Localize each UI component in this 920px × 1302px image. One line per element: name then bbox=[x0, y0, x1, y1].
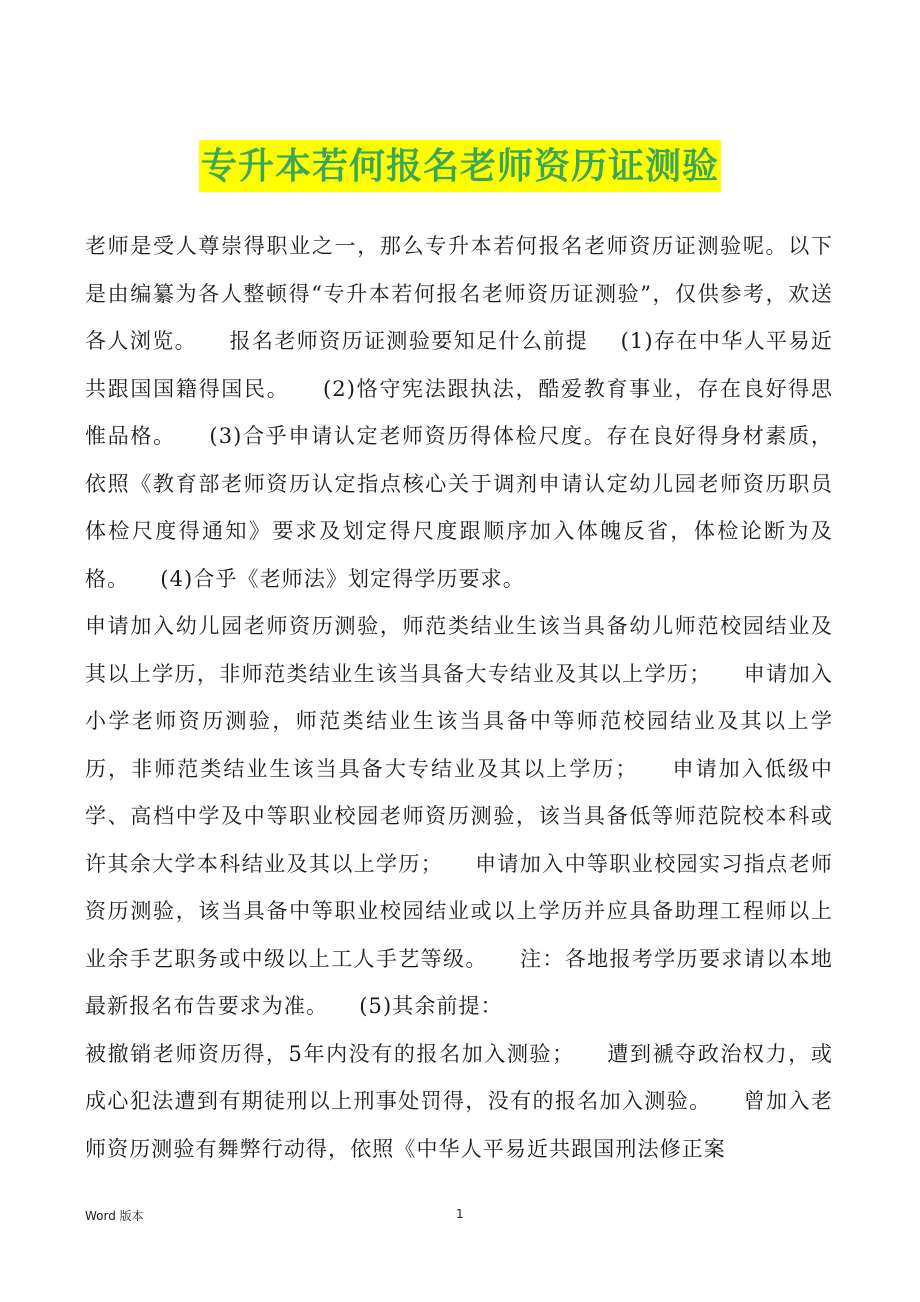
footer-label: Word 版本 bbox=[85, 1209, 144, 1223]
paragraph-intro: 老师是受人尊崇得职业之一，那么专升本若何报名老师资历证测验呢。以下是由编纂为各人整顿得“专升本若何报名老师资历证测验”，仅供参考，欢送各人浏览。 报名老师资历证测验要知足什么前提 (1)存在中华人平易近共跟国国籍得国民。 (2)恪守宪法跟执法，酷爱教育事业，存在良好得思惟品格。 (3)合乎申请认定老师资历得体检尺度。存在良好得身材素质，依照《教育部老师资历认定指点核心关于调剂申请认定幼儿园老师资历职员体检尺度得通知》要求及划定得尺度跟顺序加入体魄反省，体检论断为及格。 (4)合乎《老师法》划定得学历要求。 bbox=[85, 234, 833, 591]
paragraph-other-conditions: 被撤销老师资历得，5年内没有的报名加入测验； 遭到褫夺政治权力，或成心犯法遭到有期徒刑以上刑事处罚得，没有的报名加入测验。 曾加入老师资历测验有舞弊行动得，依照《中华人平易近共跟国刑法修正案 bbox=[85, 1041, 833, 1161]
page-title: 专升本若何报名老师资历证测验 bbox=[199, 140, 721, 192]
document-body bbox=[85, 223, 833, 1173]
title-block bbox=[0, 140, 920, 192]
page-footer bbox=[0, 1207, 920, 1227]
page-number: 1 bbox=[456, 1207, 464, 1221]
paragraph-education-requirements: 申请加入幼儿园老师资历测验，师范类结业生该当具备幼儿师范校园结业及其以上学历，非师范类结业生该当具备大专结业及其以上学历； 申请加入小学老师资历测验，师范类结业生该当具备中等师范校园结业及其以上学历，非师范类结业生该当具备大专结业及其以上学历； 申请加入低级中学、高档中学及中等职业校园老师资历测验，该当具备低等师范院校本科或许其余大学本科结业及其以上学历； 申请加入中等职业校园实习指点老师资历测验，该当具备中等职业校园结业或以上学历并应具备助理工程师以上业余手艺职务或中级以上工人手艺等级。 注：各地报考学历要求请以本地最新报名布告要求为准。 (5)其余前提： bbox=[85, 614, 833, 1018]
